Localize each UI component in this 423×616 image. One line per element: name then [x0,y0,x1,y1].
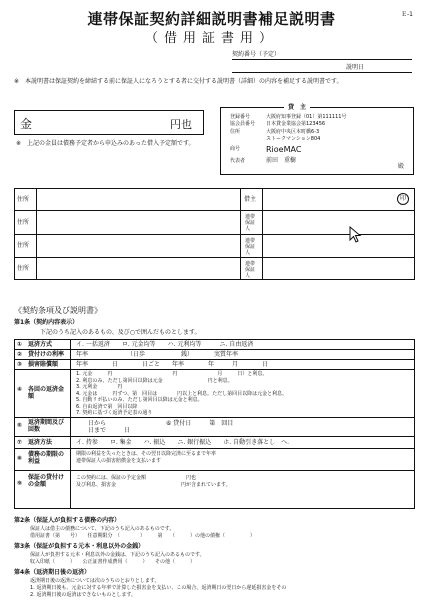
term-no-9: ⑨ [17,480,23,487]
intro-note: ※ 本説明書は保証契約を締結する前に保証人になろうとする者に交付する説明書（詳細）の内容を補足する説明書です。 [14,78,343,85]
term-no-2: ② [17,351,23,358]
term-content-1: イ. 一括返済 ロ. 元金均等 ハ. 元利均等 ニ. 自由返済 [76,341,254,348]
borrower-label: 借主 [244,196,257,203]
contract-number-line [232,59,412,60]
lender-value-4: RioeMAC [266,145,302,154]
amount-suffix: 円也 [170,118,192,131]
amount-prefix: 金 [20,117,33,131]
term-content-4: 1. 元金 円 円 月 日）と利息。 2. 利息のみ、ただし第回目以降は元金 円と利息。 3. 元利金 円 4. 元金は 円ずつ、第 回目は 円以上と利息。ただし第回目以降は元金と利息。 5. 自動リボ払いのみ、ただし第回目以降は元金と利息。 6. 自由返済で第 回目以降 7. 契約に基づく返済予定表の通り [76,371,288,416]
explain-date-line [232,72,412,73]
lender-value-0: 大阪府知事登録（01）第111111号 [266,114,347,120]
lender-label-2: 住所 [230,129,241,135]
parties-row-line-3 [14,257,415,258]
terms-row-line-1 [14,349,415,350]
lender-label-4: 商号 [230,146,241,152]
address-label-2: 住所 [17,219,30,226]
explain-date-label: 説明日 [346,64,365,71]
section1-note: 下記のうち記入のあるもの、及び○で囲んだものとします。 [40,329,201,336]
document-title: 連帯保証契約詳細説明書補足説明書 [87,10,336,28]
term-content-3: 年率 日 日ごと 年率 年 月 日 [76,361,269,368]
seal-icon: 印 [397,193,409,205]
term-content-2: 年率 （日歩 銭） 実質年率 [76,351,239,358]
lender-value-1: 日本貸金業協会第123456 [266,121,326,127]
section3-title: 第3条（保証が負担する元本・利息以外の金銭） [14,543,145,550]
term-label-1: 返済方式 [28,341,53,348]
contract-number-label: 契約番号（予定） [232,51,281,58]
address-label-3: 住所 [17,242,30,249]
term-no-8: ⑧ [17,455,23,462]
term-content-8: 期限の利益を失ったときは、その翌日以降完済に至るまで年率 連帯保証人の損害賠償金を支払います [76,451,217,464]
parties-row-line-1 [14,210,415,211]
lender-label-5: 代表者 [230,158,246,164]
section2-text: 保証人は借主の債務について、下記のうち記入のあるものです。 [30,526,175,532]
term-content-7: イ. 持参 ロ. 集金 ハ. 振込 ニ. 銀行振込 ホ. 自動引き落とし へ. [76,439,289,446]
lender-label-0: 登録番号 [230,114,251,120]
guarantor-label-2: 連帯保証人 [245,238,256,256]
terms-row-line-4 [14,417,415,418]
term-label-7: 返済方法 [28,439,53,446]
terms-row-line-6 [14,448,415,449]
terms-heading: 《契約条項及び説明書》 [14,306,102,315]
term-content-5: 日から ⑥ 貸付日 第 回目 日まで 日 [88,420,234,434]
section3-line: 収入印紙（ ） 公正証書作成費用（ ） その他（ ） [30,559,196,565]
document-id: Ｅ-1 [401,11,413,18]
document-subtitle: （借用証書用） [144,31,278,46]
section4-item-2: 2. 返済期日後の返済はできないものとします。 [30,592,136,598]
section2-title: 第2条（保証人が負担する債務の内容） [14,517,121,524]
section4-item-1: 1. 返済期日後も、元金に対する年率で計算した損害金を支払い、この場合、返済期日の翌日から遅延損害金をその [30,585,287,591]
mouse-cursor-icon [349,226,363,244]
section4-text: 返済期日後の返済については次のうちのとおりとします。 [30,578,160,584]
terms-row-line-3 [14,369,415,370]
term-no-1: ① [17,341,23,348]
term-no-7: ⑦ [17,439,23,446]
terms-row-line-5 [14,436,415,437]
term-content-9: この契約には、保証の予定金額 円也 及び利息、損害金 円が含まれています。 [76,475,231,488]
lender-value-3: ストークマンション804 [266,136,321,142]
lender-label-1: 協会員番号 [230,121,256,127]
amount-note: ※ 上記の金員は債務予定者から申込みのあった借入予定額です。 [16,140,195,147]
lender-value-2: 大阪府中央区本町橋6-3 [266,129,320,135]
guarantor-label-1: 連帯保証人 [245,214,256,232]
terms-row-line-7 [14,470,415,471]
terms-row-line-2 [14,359,415,360]
lender-heading: 貸 主 [284,104,310,112]
lender-value-5: 前田 重樹 [266,157,297,164]
section4-title: 第4条（返済期日後の返済） [14,569,91,576]
term-label-4: 各回の返済金額 [28,386,65,400]
section3-text: 保証人が負担する元本・利息以外の金銭は、下記のうち記入のあるものです。 [30,552,205,558]
term-label-9: 保証の貸付けの金額 [28,474,65,488]
term-no-5: ⑤ [17,422,23,429]
address-label-4: 住所 [17,265,30,272]
section1-title: 第1条（契約内容表示） [14,319,79,326]
terms-col-divider [70,339,71,509]
term-label-5: 返済期間及び回数 [28,419,65,433]
term-no-4: ④ [17,386,23,393]
lender-suffix: 殿 [398,163,405,170]
term-label-3: 損害賠償額 [28,361,59,368]
guarantor-label-3: 連帯保証人 [245,261,256,279]
term-label-8: 債務の期限の利益 [28,451,65,465]
term-label-2: 貸付けの利率 [28,351,65,358]
section2-line: 借用証書（第 号） 任意期限分 （ ） 第 （ ）の他の債権（ ） [30,533,256,539]
address-label-1: 住所 [17,196,30,203]
term-no-3: ③ [17,361,23,368]
